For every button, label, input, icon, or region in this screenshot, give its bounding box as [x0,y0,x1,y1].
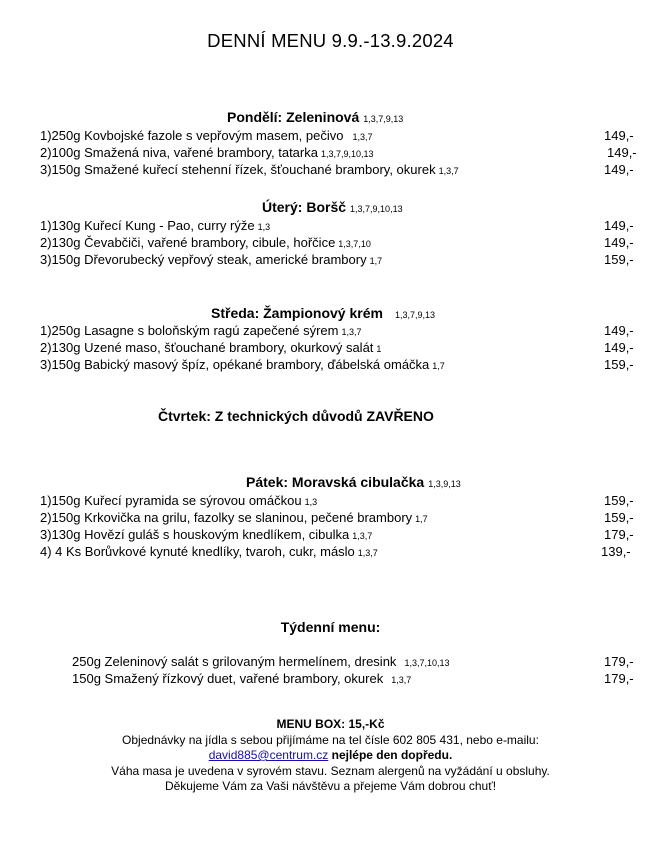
menu-item-price: 139,- [601,544,631,559]
weight-note: Váha masa je uvedena v syrovém stavu. Seznam alergenů na vyžádání u obsluhy. [111,763,550,778]
menu-item-price: 159,- [604,357,634,372]
menu-item-allergens: 1,3,7 [341,327,362,337]
menu-item [40,493,640,509]
day-soup-allergens: 1,3,9,13 [428,479,461,489]
menu-item-price: 149,- [604,323,634,338]
menu-item-price: 149,- [607,145,637,160]
menu-item [40,128,640,144]
day-heading-friday [246,474,461,490]
menu-item-text: 1)150g Kuřecí pyramida se sýrovou omáčkou [40,493,302,508]
menu-item-price: 159,- [604,510,634,525]
menu-item [40,235,640,251]
menu-item-allergens: 1,3 [304,497,318,507]
menu-item-text: 3)150g Smažené kuřecí stehenní řízek, šťouchané brambory, okurek [40,162,436,177]
menu-item-text: 250g Zeleninový salát s grilovaným hermelínem, dresink [72,654,397,669]
day-soup-allergens: 1,3,7,9,13 [363,114,404,124]
menu-item-price: 149,- [604,218,634,233]
menu-item-text: 4) 4 Ks Borůvkové kynuté knedlíky, tvaroh, cukr, máslo [40,544,355,559]
orders-line: Objednávky na jídla s sebou přijímáme na tel čísle 602 805 431, nebo e-mailu: [122,732,539,747]
menu-item [40,527,640,543]
day-heading-tuesday [262,199,403,215]
day-heading-wednesday [211,305,435,321]
weekly-menu-heading: Týdenní menu: [280,619,381,635]
menu-box-price: MENU BOX: 15,-Kč [276,717,385,731]
menu-item-allergens: 1,3,7 [438,166,459,176]
menu-item-price: 149,- [604,162,634,177]
menu-item [40,323,640,339]
menu-item-text: 3)150g Dřevorubecký vepřový steak, americké brambory [40,252,367,267]
menu-item-price: 149,- [604,128,634,143]
email-line [0,748,661,764]
menu-item-price: 179,- [604,527,634,542]
menu-item-price: 149,- [604,340,634,355]
menu-item-price: 179,- [604,654,634,669]
menu-item-text: 2)100g Smažená niva, vařené brambory, tatarka [40,145,318,160]
menu-item-allergens: 1,3,7 [352,531,373,541]
footer-info [0,717,661,795]
menu-item-allergens: 1,3,7 [352,132,373,142]
menu-item [40,162,640,178]
day-soup-allergens: 1,3,7,9,10,13 [350,204,403,214]
menu-item [40,340,640,356]
menu-item-price: 159,- [604,493,634,508]
thursday-closed-notice: Čtvrtek: Z technických důvodů ZAVŘENO [158,408,434,424]
day-heading-text: Pátek: Moravská cibulačka [246,474,425,490]
menu-item-allergens: 1,3,7 [357,548,378,558]
menu-item-price: 149,- [604,235,634,250]
menu-item [40,252,640,268]
menu-item-allergens: 1,3,7,9,10,13 [320,149,374,159]
weekly-menu-item [72,654,640,670]
menu-item-allergens: 1,7 [369,256,383,266]
menu-item-text: 150g Smažený řízkový duet, vařené brambory, okurek [72,671,384,686]
menu-item-price: 159,- [604,252,634,267]
menu-item-text: 2)150g Krkovička na grilu, fazolky se slaninou, pečené brambory [40,510,413,525]
day-heading-text: Pondělí: Zeleninová [227,109,360,125]
email-link[interactable]: david885@centrum.cz [208,748,329,762]
menu-item [40,218,640,234]
menu-item [40,544,640,560]
menu-item [40,145,640,161]
menu-item-allergens: 1,3 [257,222,271,232]
menu-item-allergens: 1 [376,344,382,354]
day-heading-monday [227,109,403,125]
menu-item-allergens: 1,7 [415,514,428,524]
menu-item-price: 179,- [604,671,634,686]
menu-item [40,357,640,373]
menu-item-text: 1)130g Kuřecí Kung - Pao, curry rýže [40,218,255,233]
menu-title: DENNÍ MENU 9.9.-13.9.2024 [207,30,454,51]
menu-item-text: 2)130g Čevabčiči, vařené brambory, cibule, hořčice [40,235,336,250]
menu-item-text: 1)250g Kovbojské fazole s vepřovým masem, pečivo [40,128,344,143]
email-suffix: nejlépe den dopředu. [328,748,453,762]
menu-item-text: 3)150g Babický masový špíz, opékané brambory, ďábelská omáčka [40,357,430,372]
menu-item-text: 3)130g Hovězí guláš s houskovým knedlíkem, cibulka [40,527,350,542]
menu-item-text: 2)130g Uzené maso, šťouchané brambory, okurkový salát [40,340,374,355]
day-heading-text: Úterý: Boršč [262,199,347,215]
menu-item-allergens: 1,7 [432,361,445,371]
menu-item [40,510,640,526]
menu-item-allergens: 1,3,7 [391,675,412,685]
menu-item-allergens: 1,3,7,10 [338,239,371,249]
menu-item-text: 1)250g Lasagne s boloňským ragú zapečené sýrem [40,323,339,338]
thanks-line: Děkujeme Vám za Vaši návštěvu a přejeme Vám dobrou chuť! [164,779,497,793]
menu-item-allergens: 1,3,7,10,13 [404,658,450,668]
weekly-menu-item [72,671,640,687]
day-soup-allergens: 1,3,7,9,13 [394,310,435,320]
day-heading-text: Středa: Žampionový krém [211,305,383,321]
